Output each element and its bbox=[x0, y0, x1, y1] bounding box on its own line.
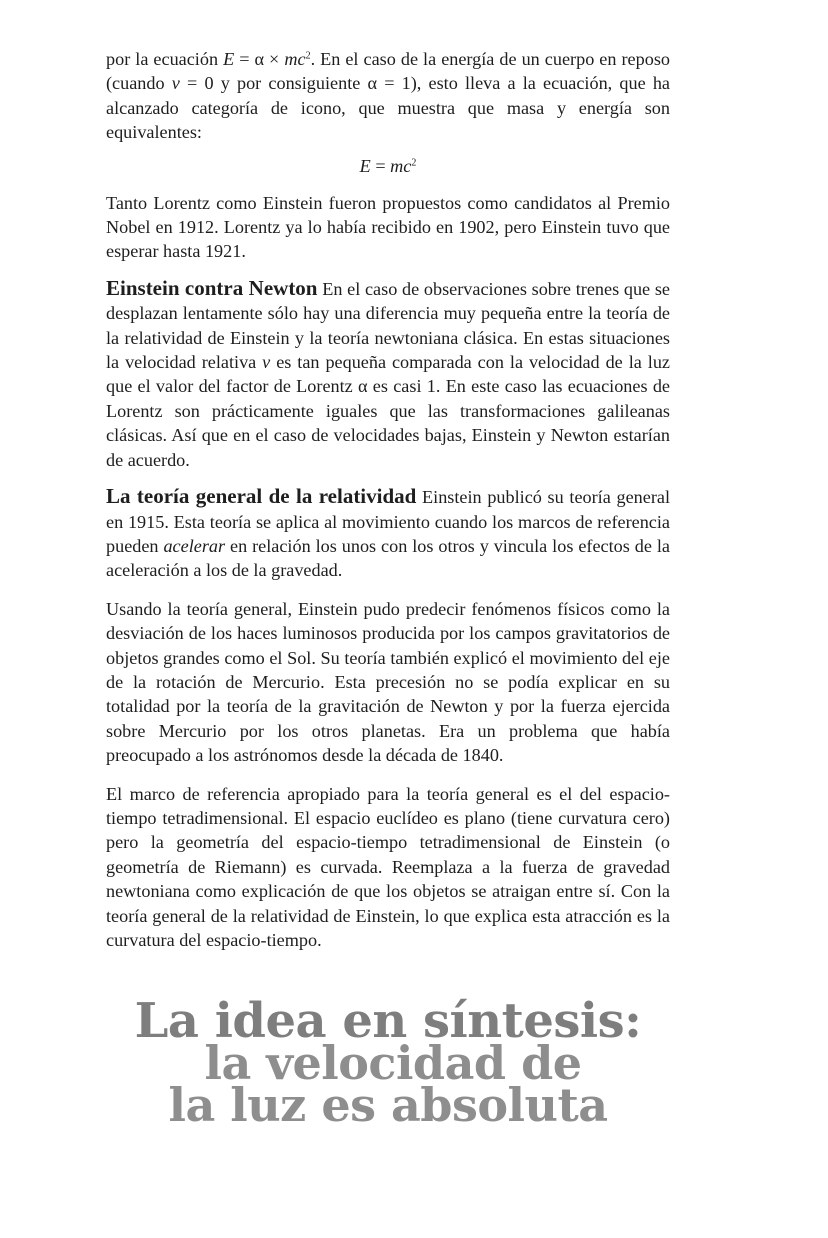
nobel-paragraph: Tanto Lorentz como Einstein fueron propuestos como candidatos al Premio Nobel en 1912. Lorentz ya lo había recibido en 1902, pero Einstein tuvo que esperar hasta 1921. bbox=[106, 192, 670, 262]
intro-text: por la ecuación bbox=[106, 49, 224, 69]
intro-text: = 0 y por consiguiente α = 1), esto lleva a la ecuación, que ha alcanzado categoría de icono, que muestra que masa y energía son equivalentes: bbox=[106, 73, 670, 143]
page-body bbox=[106, 47, 670, 952]
summary-line-3: la luz es absoluta bbox=[168, 1078, 608, 1132]
equation-display bbox=[106, 154, 670, 178]
summary-title bbox=[0, 993, 776, 1132]
intro-text: . En el caso de la energía de un cuerpo en reposo (cuando bbox=[106, 49, 670, 94]
formula-symbol: v bbox=[262, 352, 271, 373]
section-heading-newton: Einstein contra Newton bbox=[106, 275, 318, 300]
equation-equals: = bbox=[370, 155, 391, 176]
equation-exponent: 2 bbox=[411, 157, 417, 169]
mercury-paragraph: Usando la teoría general, Einstein pudo predecir fenómenos físicos como la desviación de los haces luminosos producida por los campos gravitatorios de objetos grandes como el Sol. Su teoría también explicó el movimiento del eje de la rotación de Mercurio. Esta precesión no se podía explicar en su totalidad por la teoría de la gravitación de Newton y por la fuerza ejercida sobre Mercurio por los otros planetas. Era un problema que había preocupado a los astrónomos desde la década de 1840. bbox=[106, 598, 670, 766]
section-heading-general-relativity: La teoría general de la relatividad bbox=[106, 484, 417, 509]
formula-symbol: E bbox=[223, 49, 235, 69]
formula-symbol: v bbox=[171, 73, 180, 94]
spacetime-paragraph: El marco de referencia apropiado para la teoría general es el del espacio-tiempo tetradimensional. El espacio euclídeo es plano (tiene curvatura cero) pero la geometría del espacio-tiempo tetradimensional de Einstein (o geometría de Riemann) es curvada. Reemplaza a la fuerza de gravedad newtoniana como explicación de que los objetos se atraigan entre sí. Con la teoría general de la relatividad de Einstein, lo que explica esta atracción es la curvatura del espacio-tiempo. bbox=[106, 783, 670, 950]
intro-paragraph bbox=[106, 47, 670, 145]
emphasis-text: acelerar bbox=[163, 535, 226, 556]
newton-text: es tan pequeña comparada con la velocidad de la luz que el valor del factor de Lorentz α es casi 1. En este caso las ecuaciones de Lorentz son prácticamente iguales que las transformaciones galileanas clásicas. Así que en el caso de velocidades bajas, Einstein y Newton estarían de acuerdo. bbox=[106, 352, 670, 470]
equation-rhs: mc bbox=[390, 155, 412, 176]
newton-paragraph bbox=[106, 276, 670, 472]
equation-lhs: E bbox=[359, 155, 371, 176]
general-text: Einstein publicó su teoría general en 1915. Esta teoría se aplica al movimiento cuando los marcos de referencia pueden bbox=[106, 487, 671, 556]
newton-text: En el caso de observaciones sobre trenes que se desplazan lentamente sólo hay una diferencia muy pequeña entre la teoría de la relatividad de Einstein y la teoría newtoniana clásica. En estas situaciones la velocidad relativa bbox=[106, 278, 670, 373]
general-text: en relación los unos con los otros y vincula los efectos de la aceleración a los de la gravedad. bbox=[106, 535, 670, 581]
general-relativity-paragraph bbox=[106, 484, 670, 583]
formula-exponent: 2 bbox=[305, 50, 311, 62]
intro-text: = α × bbox=[234, 49, 285, 69]
summary-line-1: La idea en síntesis: bbox=[134, 993, 642, 1049]
formula-symbol: mc bbox=[284, 49, 306, 69]
summary-line-2: la velocidad de bbox=[204, 1036, 582, 1090]
